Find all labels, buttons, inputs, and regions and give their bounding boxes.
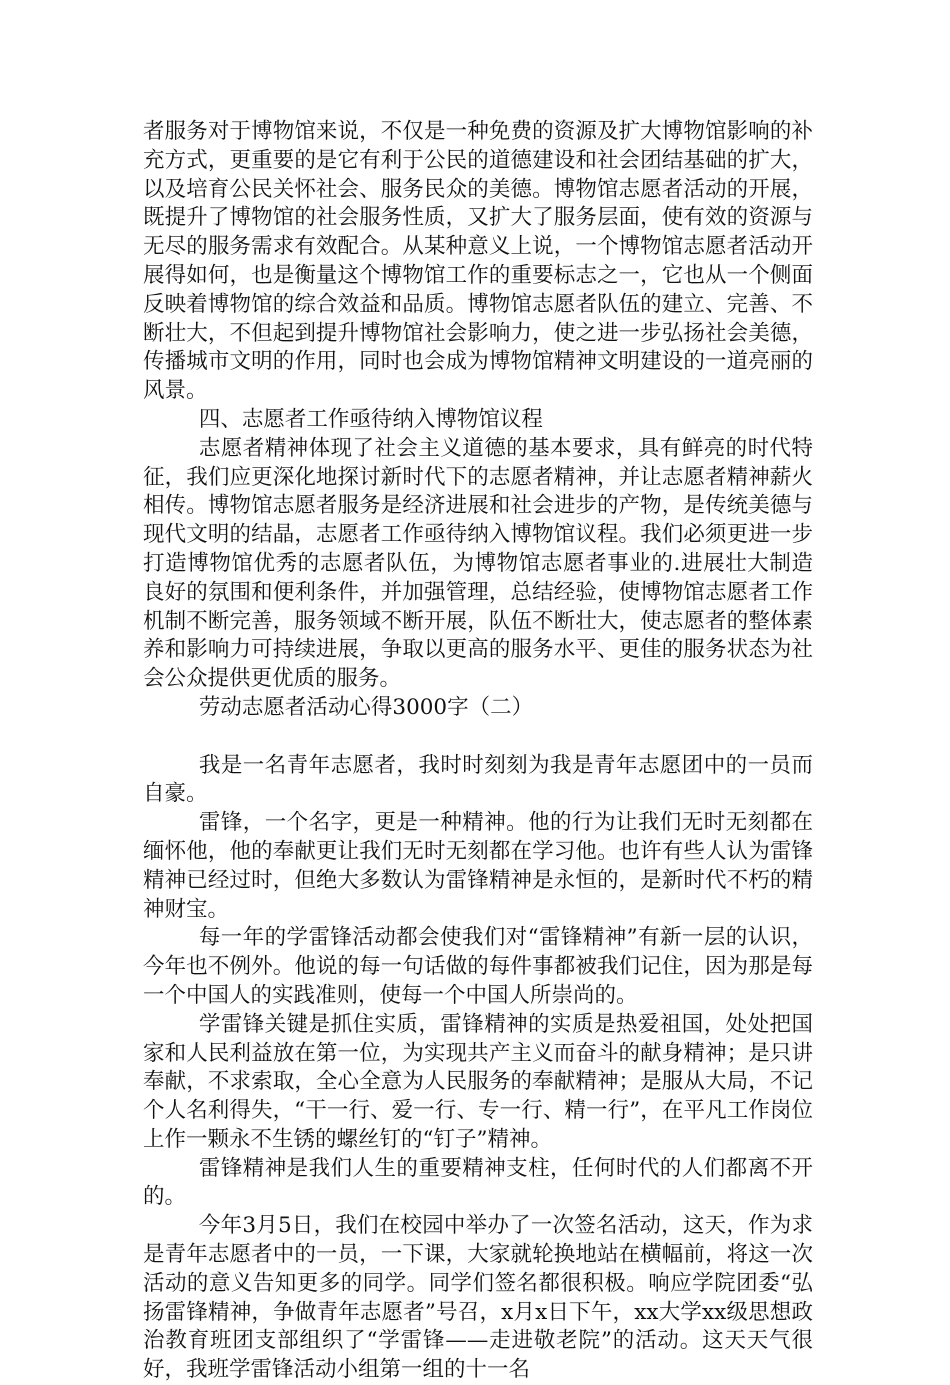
blank-line [143,723,813,752]
article-subtitle: 劳动志愿者活动心得3000字（二） [198,694,534,720]
body-paragraph: 雷锋精神是我们人生的重要精神支柱，任何时代的人们都离不开的。 [143,1155,813,1210]
body-paragraph: 每一年的学雷锋活动都会使我们对“雷锋精神”有新一层的认识，今年也不例外。他说的每一句话做的每件事都被我们记住，因为那是每一个中国人的实践准则，使每一个中国人所崇尚的。 [143,925,813,1008]
body-paragraph: 者服务对于博物馆来说，不仅是一种免费的资源及扩大博物馆影响的补充方式，更重要的是它有利于公民的道德建设和社会团结基础的扩大，以及培育公民关怀社会、服务民众的美德。博物馆志愿者活动的开展，既提升了博物馆的社会服务性质，又扩大了服务层面，使有效的资源与无尽的服务需求有效配合。从某种意义上说，一个博物馆志愿者活动开展得如何，也是衡量这个博物馆工作的重要标志之一，它也从一个侧面反映着博物馆的综合效益和品质。博物馆志愿者队伍的建立、完善、不断壮大，不但起到提升博物馆社会影响力，使之进一步弘扬社会美德，传播城市文明的作用，同时也会成为博物馆精神文明建设的一道亮丽的风景。 [143,119,813,404]
body-paragraph: 雷锋，一个名字，更是一种精神。他的行为让我们无时无刻都在缅怀他，他的奉献更让我们无时无刻都在学习他。也许有些人认为雷锋精神已经过时，但绝大多数认为雷锋精神是永恒的，是新时代不朽的精神财宝。 [143,810,813,922]
body-paragraph: 志愿者精神体现了社会主义道德的基本要求，具有鲜亮的时代特征，我们应更深化地探讨新时代下的志愿者精神，并让志愿者精神薪火相传。博物馆志愿者服务是经济进展和社会进步的产物，是传统美德与现代文明的结晶，志愿者工作亟待纳入博物馆议程。我们必须更进一步打造博物馆优秀的志愿者队伍，为博物馆志愿者事业的.进展壮大制造良好的氛围和便利条件，并加强管理，总结经验，使博物馆志愿者工作机制不断完善，服务领域不断开展，队伍不断壮大，使志愿者的整体素养和影响力可持续进展，争取以更高的服务水平、更佳的服务状态为社会公众提供更优质的服务。 [143,435,813,692]
body-paragraph: 学雷锋关键是抓住实质，雷锋精神的实质是热爱祖国，处处把国家和人民利益放在第一位，为实现共产主义而奋斗的献身精神；是只讲奉献，不求索取，全心全意为人民服务的奉献精神；是服从大局，不记个人名利得失，“干一行、爱一行、专一行、精一行”，在平凡工作岗位上作一颗永不生锈的螺丝钉的“钉子”精神。 [143,1011,813,1152]
document-page [143,118,813,1385]
body-paragraph: 我是一名青年志愿者，我时时刻刻为我是青年志愿团中的一员而自豪。 [143,752,813,807]
section-heading: 四、志愿者工作亟待纳入博物馆议程 [198,406,543,432]
body-paragraph: 今年3月5日，我们在校园中举办了一次签名活动，这天，作为求是青年志愿者中的一员，一下课，大家就轮换地站在横幅前，将这一次活动的意义告知更多的同学。同学们签名都很积极。响应学院团委“弘扬雷锋精神，争做青年志愿者”号召，x月x日下午，xx大学xx级思想政治教育班团支部组织了“学雷锋——走进敬老院”的活动。这天天气很好，我班学雷锋活动小组第一组的十一名 [143,1213,813,1383]
